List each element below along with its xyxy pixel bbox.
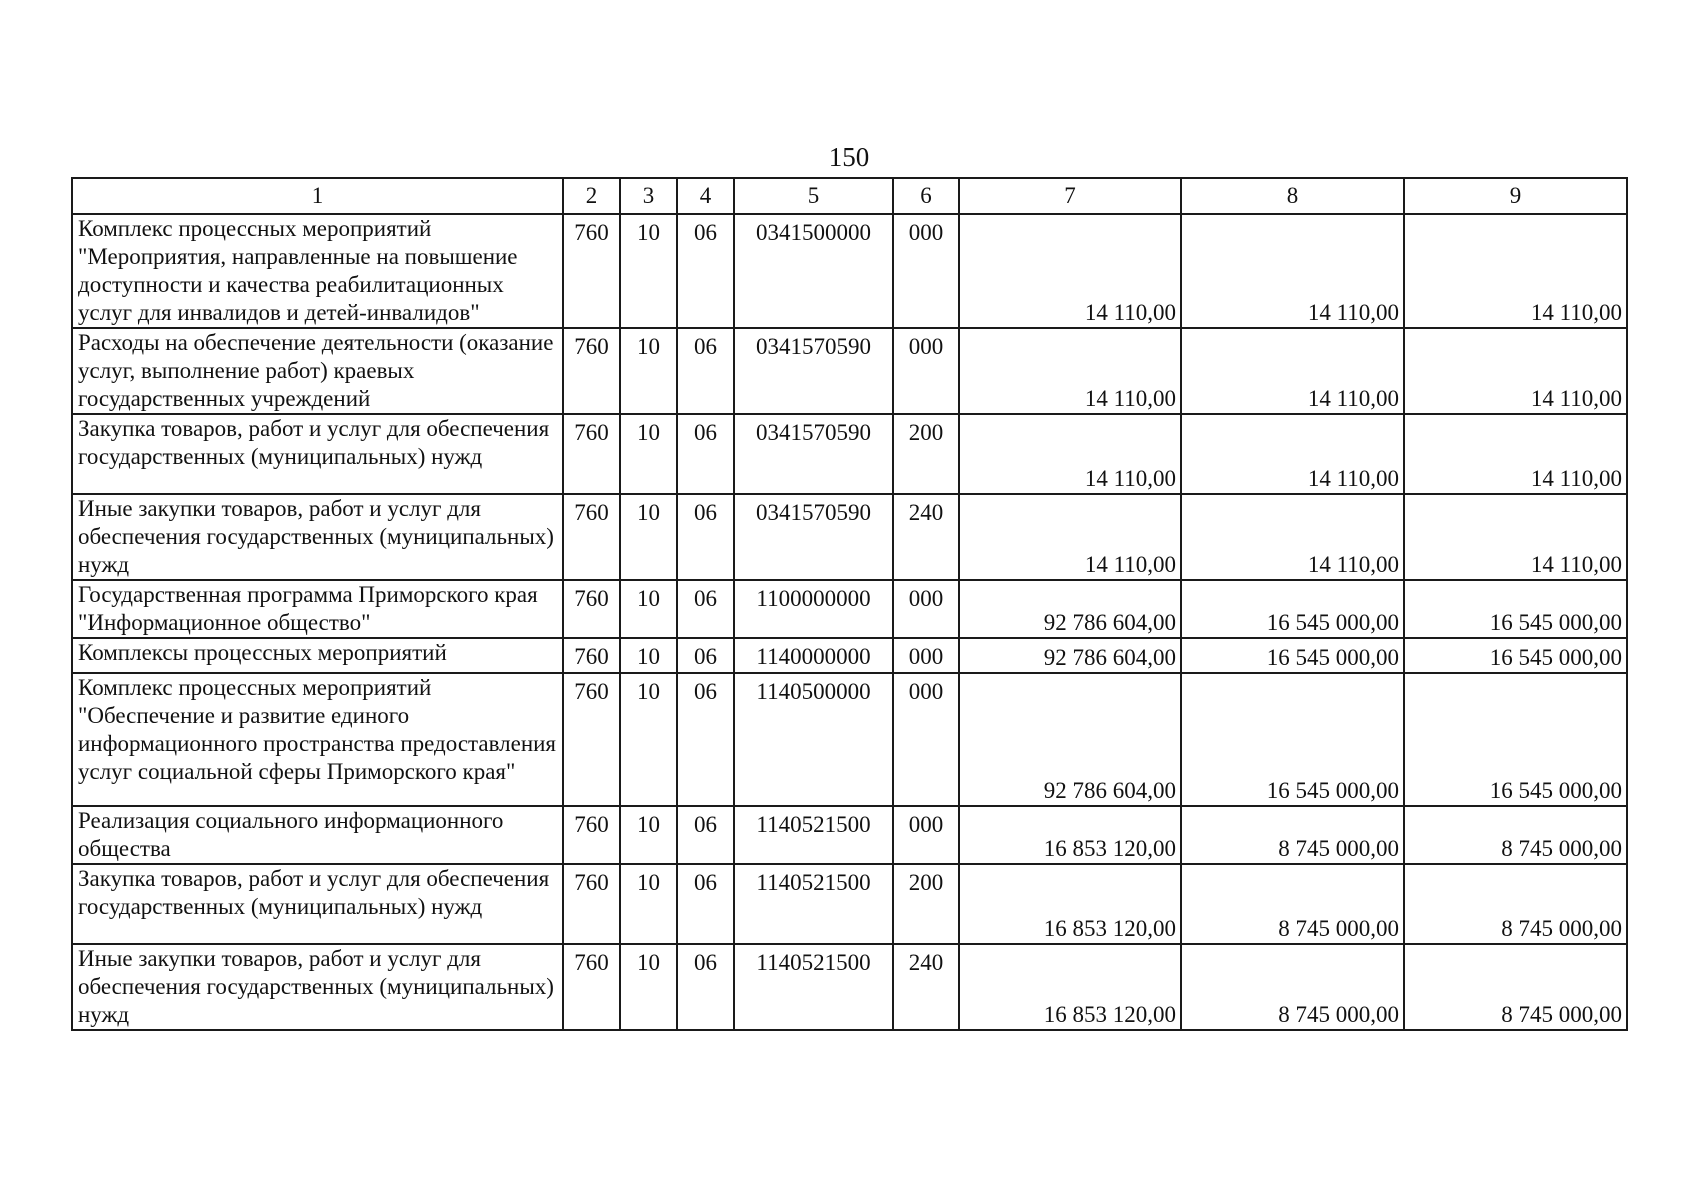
row-amount-col7: 16 853 120,00 bbox=[959, 864, 1181, 944]
row-amount-col8: 16 545 000,00 bbox=[1181, 638, 1404, 673]
row-amount-col9: 14 110,00 bbox=[1404, 214, 1627, 328]
row-ministry-code: 760 bbox=[563, 944, 620, 1030]
row-name: Комплексы процессных мероприятий bbox=[72, 638, 563, 673]
table-row bbox=[72, 494, 1627, 580]
row-amount-col9: 16 545 000,00 bbox=[1404, 673, 1627, 806]
row-ministry-code: 760 bbox=[563, 214, 620, 328]
row-subsection-code: 06 bbox=[677, 638, 734, 673]
row-target-item-code: 0341570590 bbox=[734, 494, 893, 580]
row-amount-col7: 14 110,00 bbox=[959, 414, 1181, 494]
column-header-1: 1 bbox=[72, 178, 563, 214]
row-subsection-code: 06 bbox=[677, 944, 734, 1030]
table-row bbox=[72, 328, 1627, 414]
row-amount-col7: 14 110,00 bbox=[959, 328, 1181, 414]
column-header-5: 5 bbox=[734, 178, 893, 214]
row-name: Расходы на обеспечение деятельности (оказание услуг, выполнение работ) краевых государственных учреждений bbox=[72, 328, 563, 414]
row-amount-col7: 16 853 120,00 bbox=[959, 806, 1181, 864]
row-subsection-code: 06 bbox=[677, 580, 734, 638]
row-expense-type-code: 240 bbox=[893, 944, 959, 1030]
row-name: Комплекс процессных мероприятий "Мероприятия, направленные на повышение доступности и качества реабилитационных услуг для инвалидов и детей-инвалидов" bbox=[72, 214, 563, 328]
row-section-code: 10 bbox=[620, 944, 677, 1030]
row-amount-col7: 16 853 120,00 bbox=[959, 944, 1181, 1030]
row-target-item-code: 1140000000 bbox=[734, 638, 893, 673]
row-expense-type-code: 240 bbox=[893, 494, 959, 580]
row-target-item-code: 0341500000 bbox=[734, 214, 893, 328]
row-ministry-code: 760 bbox=[563, 638, 620, 673]
row-ministry-code: 760 bbox=[563, 494, 620, 580]
row-target-item-code: 1140521500 bbox=[734, 864, 893, 944]
row-name: Закупка товаров, работ и услуг для обеспечения государственных (муниципальных) нужд bbox=[72, 414, 563, 494]
row-name: Реализация социального информационного общества bbox=[72, 806, 563, 864]
row-amount-col8: 16 545 000,00 bbox=[1181, 673, 1404, 806]
column-header-2: 2 bbox=[563, 178, 620, 214]
column-header-8: 8 bbox=[1181, 178, 1404, 214]
row-ministry-code: 760 bbox=[563, 414, 620, 494]
row-subsection-code: 06 bbox=[677, 328, 734, 414]
row-ministry-code: 760 bbox=[563, 328, 620, 414]
row-amount-col9: 14 110,00 bbox=[1404, 414, 1627, 494]
row-name: Государственная программа Приморского края "Информационное общество" bbox=[72, 580, 563, 638]
row-amount-col7: 14 110,00 bbox=[959, 494, 1181, 580]
row-subsection-code: 06 bbox=[677, 673, 734, 806]
row-target-item-code: 1140521500 bbox=[734, 944, 893, 1030]
row-subsection-code: 06 bbox=[677, 864, 734, 944]
row-expense-type-code: 000 bbox=[893, 638, 959, 673]
row-subsection-code: 06 bbox=[677, 494, 734, 580]
row-expense-type-code: 000 bbox=[893, 214, 959, 328]
row-expense-type-code: 200 bbox=[893, 414, 959, 494]
row-name: Иные закупки товаров, работ и услуг для обеспечения государственных (муниципальных) нужд bbox=[72, 494, 563, 580]
row-name: Закупка товаров, работ и услуг для обеспечения государственных (муниципальных) нужд bbox=[72, 864, 563, 944]
row-amount-col8: 16 545 000,00 bbox=[1181, 580, 1404, 638]
row-amount-col8: 14 110,00 bbox=[1181, 328, 1404, 414]
row-expense-type-code: 000 bbox=[893, 806, 959, 864]
row-amount-col7: 92 786 604,00 bbox=[959, 580, 1181, 638]
table-row bbox=[72, 806, 1627, 864]
column-header-7: 7 bbox=[959, 178, 1181, 214]
row-target-item-code: 1140500000 bbox=[734, 673, 893, 806]
column-header-6: 6 bbox=[893, 178, 959, 214]
page-number: 150 bbox=[828, 142, 870, 172]
row-amount-col7: 14 110,00 bbox=[959, 214, 1181, 328]
column-header-4: 4 bbox=[677, 178, 734, 214]
row-amount-col8: 14 110,00 bbox=[1181, 414, 1404, 494]
table-row bbox=[72, 864, 1627, 944]
row-section-code: 10 bbox=[620, 806, 677, 864]
row-name: Иные закупки товаров, работ и услуг для обеспечения государственных (муниципальных) нужд bbox=[72, 944, 563, 1030]
row-amount-col8: 14 110,00 bbox=[1181, 494, 1404, 580]
row-expense-type-code: 000 bbox=[893, 580, 959, 638]
row-target-item-code: 0341570590 bbox=[734, 414, 893, 494]
row-target-item-code: 0341570590 bbox=[734, 328, 893, 414]
row-ministry-code: 760 bbox=[563, 673, 620, 806]
row-amount-col9: 16 545 000,00 bbox=[1404, 580, 1627, 638]
row-amount-col9: 8 745 000,00 bbox=[1404, 944, 1627, 1030]
row-section-code: 10 bbox=[620, 638, 677, 673]
row-target-item-code: 1140521500 bbox=[734, 806, 893, 864]
row-expense-type-code: 200 bbox=[893, 864, 959, 944]
table-row bbox=[72, 944, 1627, 1030]
row-section-code: 10 bbox=[620, 494, 677, 580]
row-section-code: 10 bbox=[620, 864, 677, 944]
row-amount-col9: 16 545 000,00 bbox=[1404, 638, 1627, 673]
row-expense-type-code: 000 bbox=[893, 328, 959, 414]
row-ministry-code: 760 bbox=[563, 580, 620, 638]
row-subsection-code: 06 bbox=[677, 806, 734, 864]
row-amount-col9: 8 745 000,00 bbox=[1404, 806, 1627, 864]
column-header-3: 3 bbox=[620, 178, 677, 214]
row-ministry-code: 760 bbox=[563, 806, 620, 864]
table-row bbox=[72, 638, 1627, 673]
table-row bbox=[72, 414, 1627, 494]
table-row bbox=[72, 580, 1627, 638]
row-target-item-code: 1100000000 bbox=[734, 580, 893, 638]
row-name: Комплекс процессных мероприятий "Обеспечение и развитие единого информационного пространства предоставления услуг социальной сферы Приморского края" bbox=[72, 673, 563, 806]
row-amount-col9: 14 110,00 bbox=[1404, 494, 1627, 580]
row-subsection-code: 06 bbox=[677, 414, 734, 494]
row-amount-col7: 92 786 604,00 bbox=[959, 638, 1181, 673]
row-section-code: 10 bbox=[620, 414, 677, 494]
row-amount-col9: 8 745 000,00 bbox=[1404, 864, 1627, 944]
row-section-code: 10 bbox=[620, 673, 677, 806]
row-amount-col8: 8 745 000,00 bbox=[1181, 944, 1404, 1030]
row-section-code: 10 bbox=[620, 328, 677, 414]
row-section-code: 10 bbox=[620, 214, 677, 328]
row-expense-type-code: 000 bbox=[893, 673, 959, 806]
row-subsection-code: 06 bbox=[677, 214, 734, 328]
row-amount-col8: 8 745 000,00 bbox=[1181, 806, 1404, 864]
row-amount-col7: 92 786 604,00 bbox=[959, 673, 1181, 806]
row-section-code: 10 bbox=[620, 580, 677, 638]
table-header-row bbox=[72, 178, 1627, 214]
table-row bbox=[72, 214, 1627, 328]
row-amount-col9: 14 110,00 bbox=[1404, 328, 1627, 414]
row-amount-col8: 14 110,00 bbox=[1181, 214, 1404, 328]
budget-table bbox=[71, 177, 1628, 1031]
table-row bbox=[72, 673, 1627, 806]
column-header-9: 9 bbox=[1404, 178, 1627, 214]
row-amount-col8: 8 745 000,00 bbox=[1181, 864, 1404, 944]
row-ministry-code: 760 bbox=[563, 864, 620, 944]
